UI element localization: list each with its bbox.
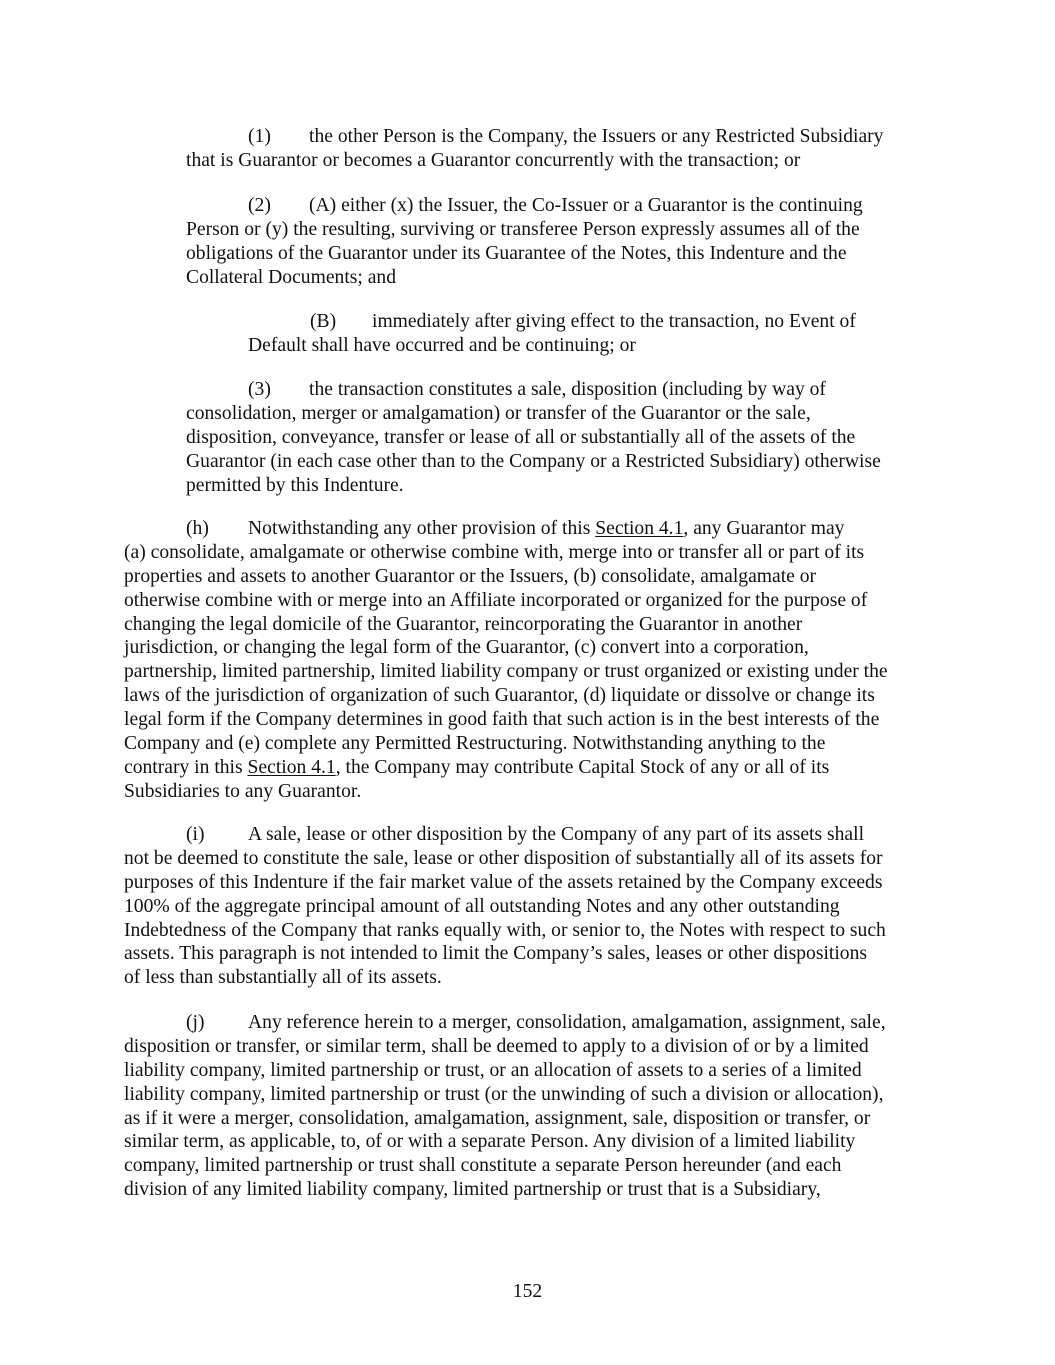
clause-b: [248, 310, 856, 358]
clause-marker: (1): [248, 126, 271, 147]
text-line: permitted by this Indenture.: [186, 474, 404, 496]
text-line: division of any limited liability company, limited partnership or trust that is a Subsidiary,: [124, 1179, 821, 1201]
text-line: Subsidiaries to any Guarantor.: [124, 780, 362, 802]
text-line: immediately after giving effect to the transaction, no Event of: [372, 311, 856, 332]
text-line: company, limited partnership or trust shall constitute a separate Person hereunder (and each: [124, 1155, 842, 1177]
section-i: [124, 823, 886, 990]
text-line: obligations of the Guarantor under its Guarantee of the Notes, this Indenture and the: [186, 242, 847, 264]
text-line: Company and (e) complete any Permitted Restructuring. Notwithstanding anything to the: [124, 733, 826, 755]
text-line: partnership, limited partnership, limited liability company or trust organized or existing under the: [124, 661, 888, 683]
page-number: 152: [512, 1281, 543, 1302]
text-line: (a) consolidate, amalgamate or otherwise combine with, merge into or transfer all or part of its: [124, 541, 865, 563]
text-line: similar term, as applicable, to, of or with a separate Person. Any division of a limited liability: [124, 1131, 856, 1153]
section-reference-link[interactable]: Section 4.1: [595, 518, 684, 539]
text-line: properties and assets to another Guarantor or the Issuers, (b) consolidate, amalgamate or: [124, 565, 817, 587]
text-line: A sale, lease or other disposition by the Company of any part of its assets shall: [248, 824, 865, 845]
section-marker: (i): [186, 824, 205, 845]
text-line: liability company, limited partnership or trust (or the unwinding of such a division or allocation),: [124, 1083, 884, 1105]
text-line: not be deemed to constitute the sale, lease or other disposition of substantially all of its assets for: [124, 847, 883, 869]
text-line: Person or (y) the resulting, surviving or transferee Person expressly assumes all of the: [186, 218, 860, 240]
clause-marker: (2): [248, 195, 271, 216]
clause-1: [186, 125, 883, 173]
text-line: jurisdiction, or changing the legal form of the Guarantor, (c) convert into a corporation,: [124, 637, 809, 659]
text-line: the other Person is the Company, the Issuers or any Restricted Subsidiary: [309, 126, 884, 147]
clause-marker: (B): [310, 311, 337, 332]
text-line: 100% of the aggregate principal amount of all outstanding Notes and any other outstanding: [124, 895, 840, 917]
text-line: Guarantor (in each case other than to the Company or a Restricted Subsidiary) otherwise: [186, 450, 881, 472]
text-line: disposition, conveyance, transfer or lease of all or substantially all of the assets of the: [186, 426, 856, 448]
text-line: Collateral Documents; and: [186, 266, 397, 288]
text-line: Default shall have occurred and be continuing; or: [248, 334, 636, 356]
text-line: as if it were a merger, consolidation, amalgamation, assignment, sale, disposition or transfer, or: [124, 1107, 871, 1129]
text-line: that is Guarantor or becomes a Guarantor concurrently with the transaction; or: [186, 149, 801, 171]
text-line: changing the legal domicile of the Guarantor, reincorporating the Guarantor in another: [124, 613, 803, 635]
text-line: (A) either (x) the Issuer, the Co-Issuer or a Guarantor is the continuing: [309, 195, 863, 216]
section-marker: (j): [186, 1012, 205, 1033]
text-line: consolidation, merger or amalgamation) or transfer of the Guarantor or the sale,: [186, 402, 811, 424]
section-marker: (h): [186, 518, 209, 539]
section-j: [124, 1011, 886, 1202]
section-h: (h) Notwithstanding any other provision of this Section 4.1, any Guarantor may (a) consolidate, amalgamate or otherwise combine with, merge into or transfer all or part of its properties and assets to another Guarantor or the Issuers, (b) consolidate, amalgamate or otherwise combine with or merge into an Affiliate incorporated or organized for the purpose of changing the legal domicile of the Guarantor, reincorporating the Guarantor in another jurisdiction, or changing the legal form of the Guarantor, (c) convert into a corporation, partnership, limited partnership, limited liability company or trust organized or existing under the laws of the jurisdiction of organization of such Guarantor, (d) liquidate or dissolve or change its legal form if the Company determines in good faith that such action is in the best interests of the Company and (e) complete any Permitted Restructuring. Notwithstanding anything to the contrary in this Section 4.1, the Company may contribute Capital Stock of any or all of its Subsidiaries to any Guarantor.: [124, 518, 888, 802]
section-reference-link[interactable]: Section 4.1: [247, 756, 336, 778]
text-line: laws of the jurisdiction of organization of such Guarantor, (d) liquidate or dissolve or change its: [124, 685, 875, 707]
text-line: otherwise combine with or merge into an Affiliate incorporated or organized for the purpose of: [124, 589, 868, 611]
clause-2: [186, 194, 863, 290]
clause-marker: (3): [248, 379, 271, 400]
clause-3: [186, 378, 881, 497]
text-line: of less than substantially all of its assets.: [124, 967, 442, 989]
text-line: disposition or transfer, or similar term, shall be deemed to apply to a division of or by a limited: [124, 1035, 869, 1057]
text-line: liability company, limited partnership or trust, or an allocation of assets to a series of a limited: [124, 1059, 862, 1081]
text-line: assets. This paragraph is not intended to limit the Company’s sales, leases or other dispositions: [124, 943, 868, 965]
text-line: legal form if the Company determines in good faith that such action is in the best interests of the: [124, 709, 880, 731]
text-line: Any reference herein to a merger, consolidation, amalgamation, assignment, sale,: [248, 1012, 886, 1033]
text-line: Indebtedness of the Company that ranks equally with, or senior to, the Notes with respect to such: [124, 919, 886, 941]
text-line: the transaction constitutes a sale, disposition (including by way of: [309, 379, 826, 400]
text-line: purposes of this Indenture if the fair market value of the assets retained by the Company exceeds: [124, 871, 883, 893]
